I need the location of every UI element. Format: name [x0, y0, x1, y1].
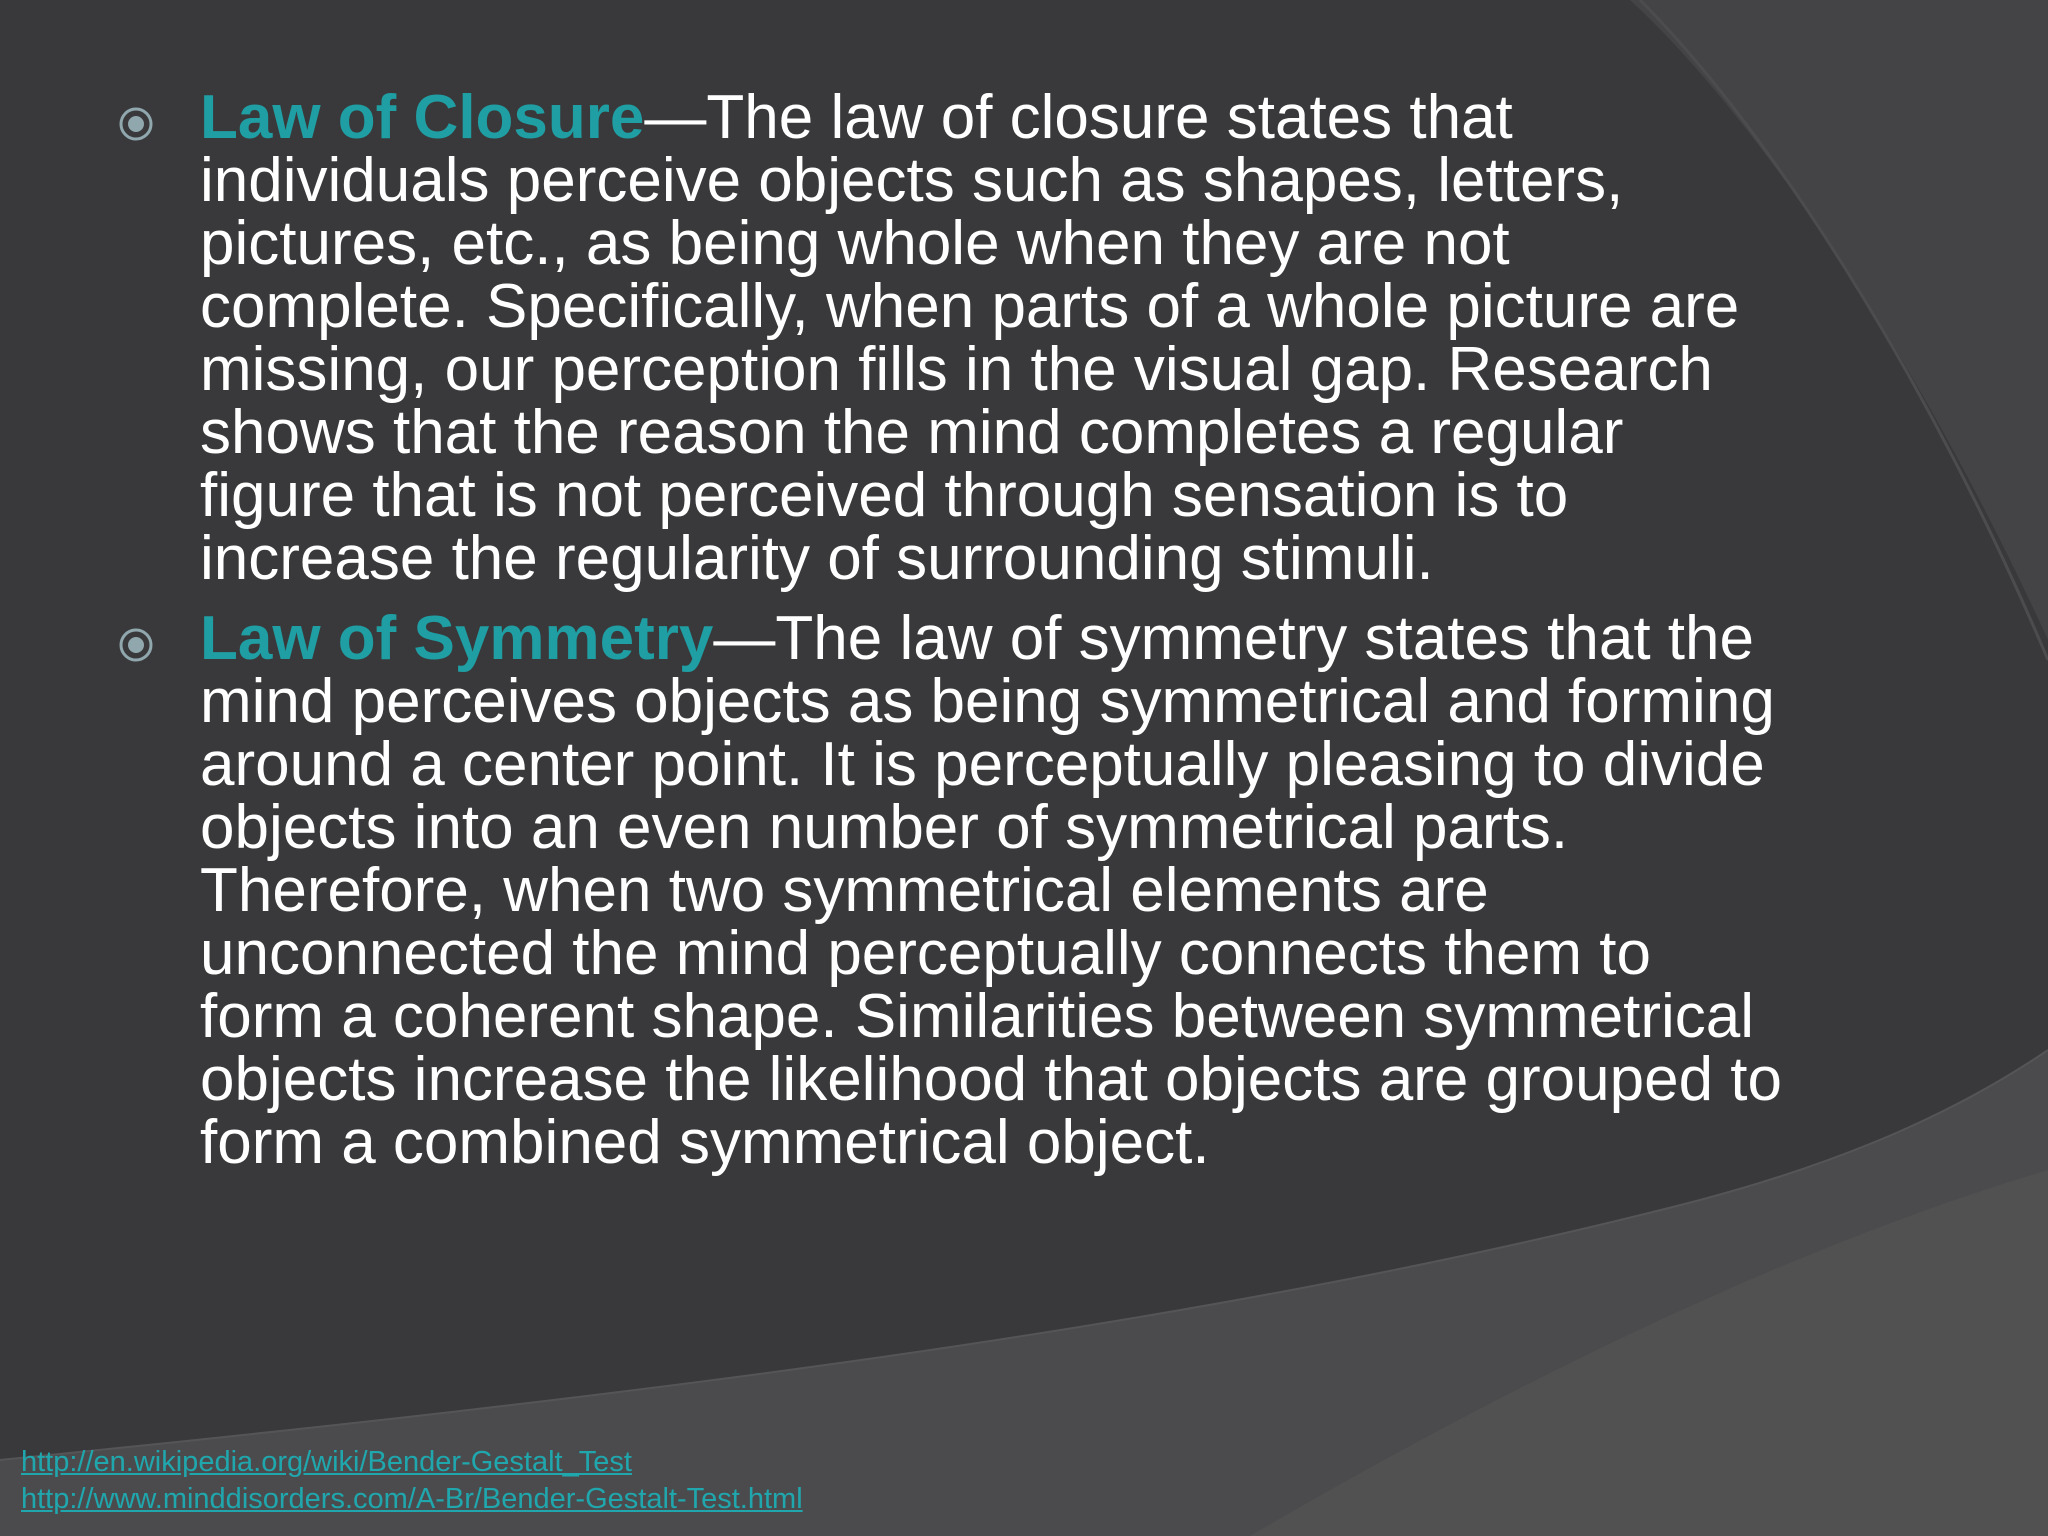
- closure-term: Law of Closure: [200, 83, 645, 152]
- circle-bullet-icon: [118, 627, 154, 663]
- reference-link-wikipedia[interactable]: http://en.wikipedia.org/wiki/Bender-Gestalt_Test: [21, 1446, 632, 1478]
- reference-link-minddisorders[interactable]: http://www.minddisorders.com/A-Br/Bender-Gestalt-Test.html: [21, 1483, 803, 1515]
- bullet-law-of-symmetry: [110, 604, 1790, 1177]
- circle-bullet-icon: [118, 106, 154, 142]
- references: [21, 1444, 803, 1518]
- symmetry-description: —The law of symmetry states that the mind perceives objects as being symmetrical and forming around a center point. It is perceptually pleasing to divide objects into an even number of symmetrical parts. Therefore, when two symmetrical elements are unconnected the mind perceptually connects them to form a coherent shape. Similarities between symmetrical objects increase the likelihood that objects are grouped to form a combined symmetrical object.: [200, 604, 1782, 1177]
- symmetry-term: Law of Symmetry: [200, 604, 714, 673]
- bullet-law-of-closure: [110, 83, 1790, 593]
- closure-description: —The law of closure states that individuals perceive objects such as shapes, letters, pictures, etc., as being whole when they are not complete. Specifically, when parts of a whole picture are missing, our perception fills in the visual gap. Research shows that the reason the mind completes a regular figure that is not perceived through sensation is to increase the regularity of surrounding stimuli.: [200, 83, 1740, 593]
- slide-content: [110, 83, 1790, 1191]
